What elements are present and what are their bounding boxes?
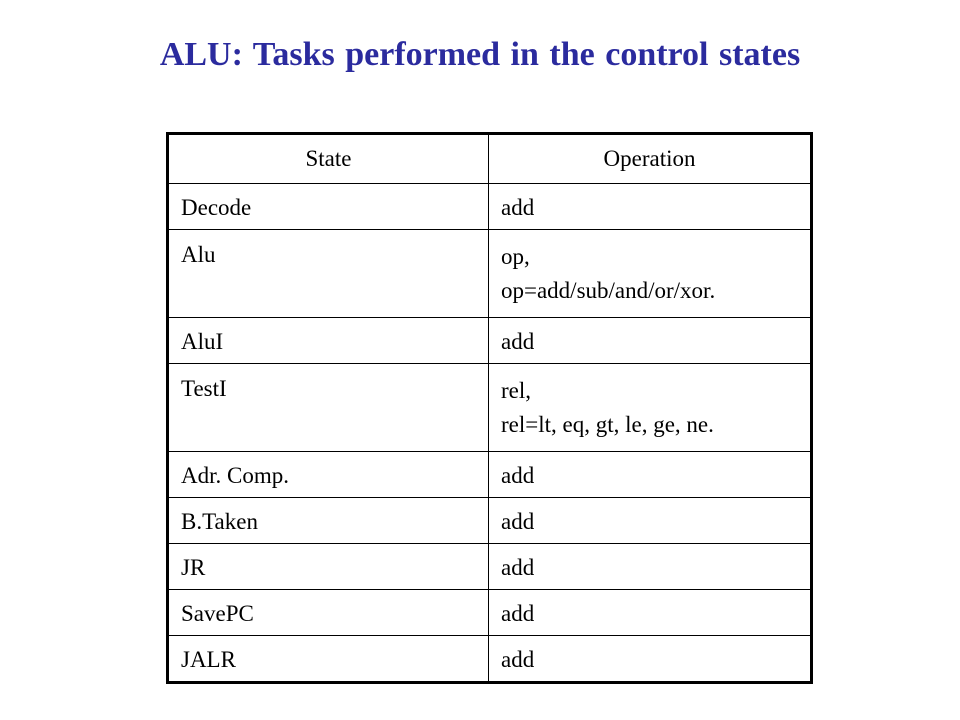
table-row <box>169 590 811 636</box>
column-header-operation: Operation <box>489 135 811 184</box>
table-row <box>169 544 811 590</box>
table-row <box>169 452 811 498</box>
operation-cell <box>489 230 811 318</box>
state-cell: SavePC <box>169 590 489 636</box>
state-operation-table <box>168 134 811 682</box>
table-row <box>169 318 811 364</box>
column-header-state: State <box>169 135 489 184</box>
operation-cell: add <box>489 452 811 498</box>
table-header-row <box>169 135 811 184</box>
operation-line: op=add/sub/and/or/xor. <box>501 278 716 303</box>
state-cell: Decode <box>169 184 489 230</box>
state-cell: JALR <box>169 636 489 682</box>
state-cell: B.Taken <box>169 498 489 544</box>
operation-line: rel=lt, eq, gt, le, ge, ne. <box>501 412 714 437</box>
table-row <box>169 184 811 230</box>
operation-line: rel, <box>501 378 532 403</box>
state-cell: AluI <box>169 318 489 364</box>
operation-cell: add <box>489 544 811 590</box>
operation-cell: add <box>489 636 811 682</box>
operation-cell: add <box>489 318 811 364</box>
operation-cell: add <box>489 184 811 230</box>
operation-line: op, <box>501 244 530 269</box>
table-row <box>169 364 811 452</box>
state-cell: Adr. Comp. <box>169 452 489 498</box>
state-cell: TestI <box>169 364 489 452</box>
operation-cell: add <box>489 590 811 636</box>
table-row <box>169 498 811 544</box>
slide-title: ALU: Tasks performed in the control states <box>159 36 801 73</box>
state-cell: Alu <box>169 230 489 318</box>
operation-cell: add <box>489 498 811 544</box>
table-row <box>169 636 811 682</box>
state-cell: JR <box>169 544 489 590</box>
table-row <box>169 230 811 318</box>
operation-cell <box>489 364 811 452</box>
